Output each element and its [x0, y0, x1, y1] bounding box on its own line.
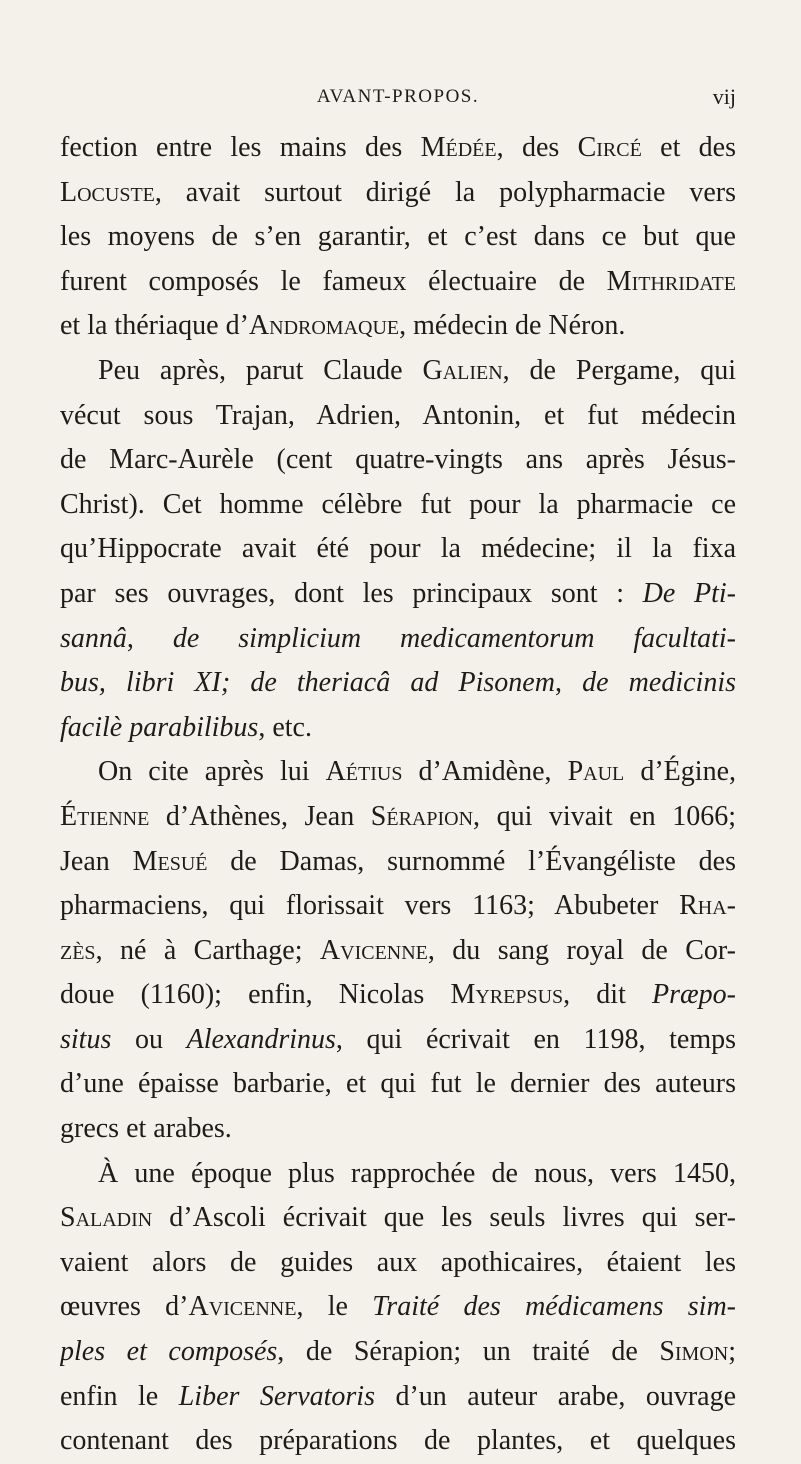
italic-title-span: Traité des médicamens sim- — [372, 1291, 736, 1323]
text-span: qu’Hippocrate avait été pour la médecine; il la fixa — [60, 533, 736, 565]
text-span: d’un auteur arabe, ouvrage — [374, 1380, 736, 1412]
person-name-span: Avicenne — [188, 1291, 297, 1323]
text-line — [60, 1107, 736, 1152]
running-title: AVANT-PROPOS. — [316, 86, 480, 107]
text-line — [60, 1196, 736, 1241]
text-span: , le — [296, 1291, 373, 1323]
text-span: , médecin de Néron. — [399, 310, 626, 342]
text-line — [60, 1152, 736, 1197]
person-name-span: Galien — [422, 354, 503, 386]
text-line — [60, 884, 736, 929]
text-span: vécut sous Trajan, Adrien, Antonin, et fut médecin — [60, 399, 736, 431]
running-head — [60, 86, 736, 116]
text-line — [60, 215, 736, 260]
italic-title-span: De Pti- — [642, 577, 736, 609]
text-span: , du sang royal de Cor- — [427, 934, 736, 966]
text-span: Jean — [60, 845, 133, 877]
text-span: contenant des préparations de plantes, et quelques — [60, 1425, 736, 1457]
text-line — [60, 929, 736, 974]
person-name-span: Rha- — [679, 890, 736, 922]
person-name-span: Simon — [659, 1336, 729, 1368]
text-line — [60, 1285, 736, 1330]
person-name-span: Avicenne — [319, 934, 428, 966]
text-span: , — [126, 622, 173, 654]
text-line — [60, 706, 736, 751]
text-line — [60, 1062, 736, 1107]
italic-title-span: de simplicium medicamentorum facultati- — [172, 622, 736, 654]
text-span: Peu après, parut Claude — [98, 354, 423, 386]
person-name-span: Sérapion — [370, 800, 474, 832]
person-name-span: Locuste — [60, 176, 155, 208]
text-span: Christ). Cet homme célèbre fut pour la pharmacie ce — [60, 488, 736, 520]
text-span: pharmaciens, qui florissait vers 1163; Abubeter — [60, 890, 680, 922]
text-line — [60, 1375, 736, 1420]
italic-title-span: bus, libri XI; de theriacâ ad Pisonem — [60, 667, 555, 699]
text-line — [60, 661, 736, 706]
text-line — [60, 617, 736, 662]
text-span: d’Égine, — [624, 756, 736, 788]
text-line — [60, 750, 736, 795]
text-line — [60, 973, 736, 1018]
person-name-span: Myrepsus — [450, 979, 564, 1011]
text-span: d’Athènes, Jean — [149, 800, 371, 832]
text-span: , de Sérapion; un traité de — [277, 1336, 660, 1368]
text-span: les moyens de s’en garantir, et c’est dans ce but que — [60, 221, 736, 253]
text-span: , qui écrivait en 1198, temps — [335, 1023, 736, 1055]
text-span: enfin le — [60, 1380, 179, 1412]
italic-title-span: Præpo- — [652, 979, 736, 1011]
text-span: , qui vivait en 1066; — [473, 800, 736, 832]
person-name-span: zès — [60, 934, 96, 966]
italic-title-span: Liber Servatoris — [178, 1380, 375, 1412]
text-span: À une époque plus rapprochée de nous, vers 1450, — [98, 1157, 736, 1189]
person-name-span: Circé — [577, 132, 642, 163]
text-line — [60, 394, 736, 439]
text-span: , dit — [563, 979, 652, 1011]
person-name-span: Étienne — [60, 800, 150, 832]
person-name-span: Aétius — [325, 756, 403, 788]
text-line — [60, 260, 736, 305]
italic-title-span: facilè parabilibus — [60, 711, 259, 743]
text-span: d’Amidène, — [402, 756, 568, 788]
text-span: , etc. — [258, 711, 312, 743]
text-span: , — [554, 667, 583, 699]
text-span: , avait surtout dirigé la polypharmacie vers — [154, 176, 736, 208]
text-span: d’une épaisse barbarie, et qui fut le dernier des auteurs — [60, 1068, 736, 1100]
page-number: vij — [712, 84, 736, 109]
text-line — [60, 1330, 736, 1375]
text-span: fection entre les mains des — [60, 132, 421, 163]
italic-title-span: situs — [60, 1023, 112, 1055]
person-name-span: Médée — [420, 132, 497, 163]
text-span: , né à Carthage; — [95, 934, 320, 966]
text-line — [60, 527, 736, 572]
text-line — [60, 1241, 736, 1286]
text-line — [60, 438, 736, 483]
text-line — [60, 1018, 736, 1063]
person-name-span: Paul — [567, 756, 625, 788]
person-name-span: Mesué — [132, 845, 208, 877]
text-span: grecs et arabes. — [60, 1113, 232, 1145]
italic-title-span: ples et composés — [60, 1336, 278, 1368]
text-line — [60, 840, 736, 885]
text-span: d’Ascoli écrivait que les seuls livres qui ser- — [152, 1202, 736, 1234]
text-line — [60, 171, 736, 216]
body-text — [60, 126, 736, 1464]
person-name-span: Mithridate — [606, 265, 736, 297]
person-name-span: Saladin — [60, 1202, 153, 1234]
text-span: de Damas, surnommé l’Évangéliste des — [207, 845, 736, 877]
text-span: furent composés le fameux électuaire de — [60, 265, 607, 297]
text-line — [60, 304, 736, 349]
text-span: On cite après lui — [98, 756, 326, 788]
text-line — [60, 795, 736, 840]
text-line — [60, 483, 736, 528]
text-span: , des — [496, 132, 578, 163]
text-span: par ses ouvrages, dont les principaux sont : — [60, 577, 643, 609]
text-line — [60, 126, 736, 171]
text-span: œuvres d’ — [60, 1291, 189, 1323]
person-name-span: Andromaque — [248, 310, 400, 342]
text-span: , de Pergame, qui — [502, 354, 736, 386]
text-span: ; — [728, 1336, 736, 1368]
italic-title-span: Alexandrinus — [186, 1023, 336, 1055]
italic-title-span: de medicinis — [582, 667, 736, 699]
text-span: vaient alors de guides aux apothicaires, étaient les — [60, 1246, 736, 1278]
text-line — [60, 1419, 736, 1464]
text-span: et des — [641, 132, 736, 163]
text-span: doue (1160); enfin, Nicolas — [60, 979, 451, 1011]
text-line — [60, 572, 736, 617]
text-span: et la thériaque d’ — [60, 310, 249, 342]
text-span: de Marc-Aurèle (cent quatre-vingts ans après Jésus- — [60, 444, 736, 476]
text-span: ou — [111, 1023, 187, 1055]
italic-title-span: sannâ — [60, 622, 127, 654]
text-line — [60, 349, 736, 394]
